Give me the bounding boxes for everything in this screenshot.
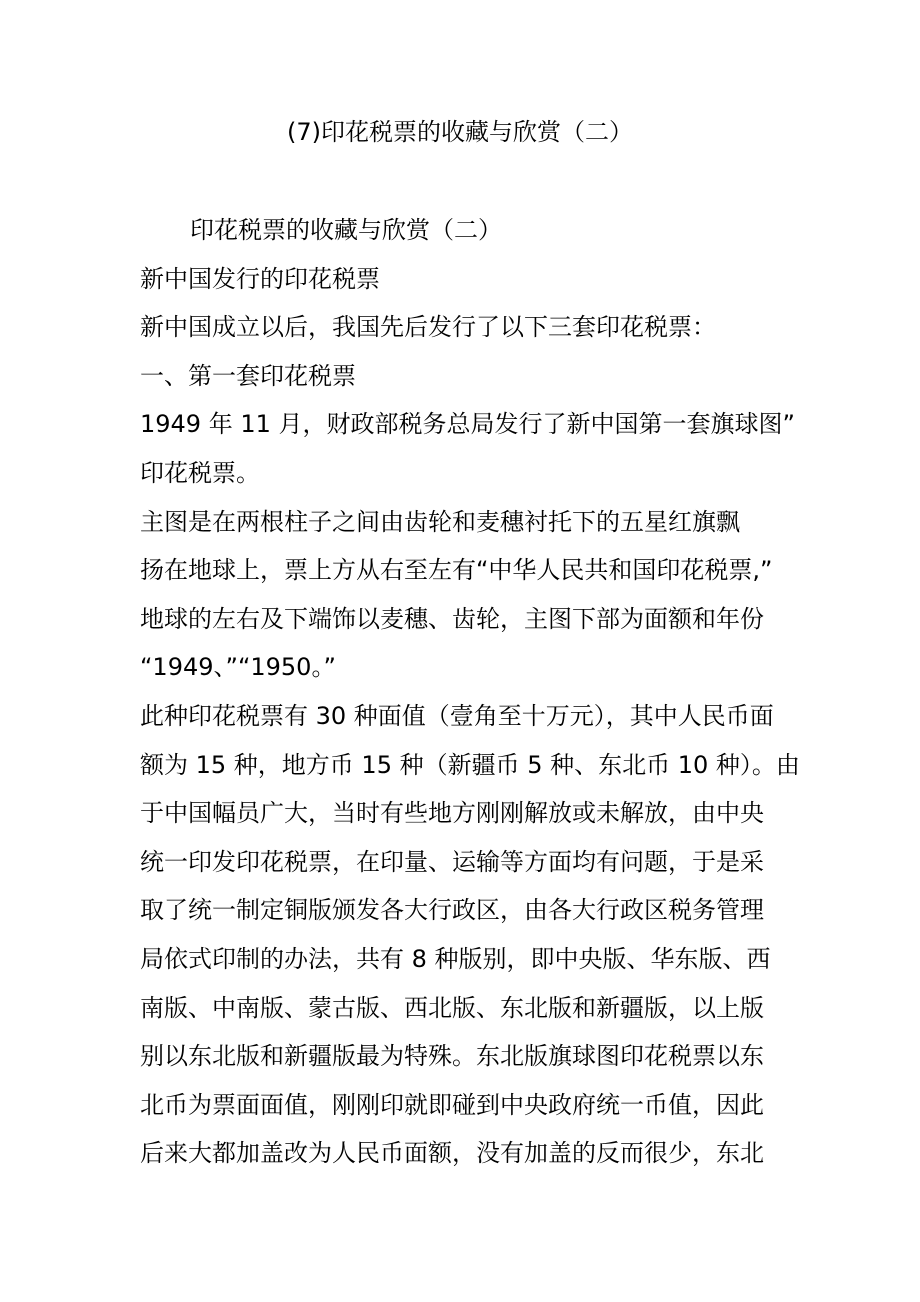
paragraph-line: 印花税票。 [140, 458, 260, 487]
section-heading: 新中国发行的印花税票 [140, 264, 380, 293]
paragraph-line: “1949、”“1950。” [140, 653, 336, 682]
paragraph-line: 后来大都加盖改为人民币面额，没有加盖的反而很少，东北 [140, 1139, 764, 1168]
paragraph-line: 此种印花税票有 30 种面值（壹角至十万元），其中人民币面 [140, 701, 774, 730]
document-title: (7)印花税票的收藏与欣赏（二） [287, 118, 633, 146]
subtitle-line: 印花税票的收藏与欣赏（二） [190, 216, 502, 244]
paragraph-line: 1949 年 11 月，财政部税务总局发行了新中国第一套旗球图” [140, 410, 795, 439]
paragraph-line: 于中国幅员广大，当时有些地方刚刚解放或未解放，由中央 [140, 799, 764, 828]
paragraph-line: 北币为票面面值，刚刚印就即碰到中央政府统一币值，因此 [140, 1090, 764, 1119]
paragraph-line: 新中国成立以后，我国先后发行了以下三套印花税票： [140, 313, 716, 342]
paragraph-line: 地球的左右及下端饰以麦穗、齿轮，主图下部为面额和年份 [140, 604, 764, 633]
document-body [140, 206, 800, 1178]
section-heading: 一、第一套印花税票 [140, 361, 356, 390]
paragraph-line: 扬在地球上，票上方从右至左有“中华人民共和国印花税票,” [140, 556, 773, 585]
paragraph-line: 统一印发印花税票，在印量、运输等方面均有问题，于是采 [140, 847, 764, 876]
paragraph-line: 南版、中南版、蒙古版、西北版、东北版和新疆版，以上版 [140, 993, 764, 1022]
paragraph-line: 额为 15 种，地方币 15 种（新疆币 5 种、东北币 10 种）。由 [140, 750, 800, 779]
paragraph-line: 主图是在两根柱子之间由齿轮和麦穗衬托下的五星红旗飘 [140, 507, 740, 536]
paragraph-line: 局依式印制的办法，共有 8 种版别，即中央版、华东版、西 [140, 944, 771, 973]
paragraph-line: 取了统一制定铜版颁发各大行政区，由各大行政区税务管理 [140, 896, 764, 925]
paragraph-line: 别以东北版和新疆版最为特殊。东北版旗球图印花税票以东 [140, 1042, 764, 1071]
